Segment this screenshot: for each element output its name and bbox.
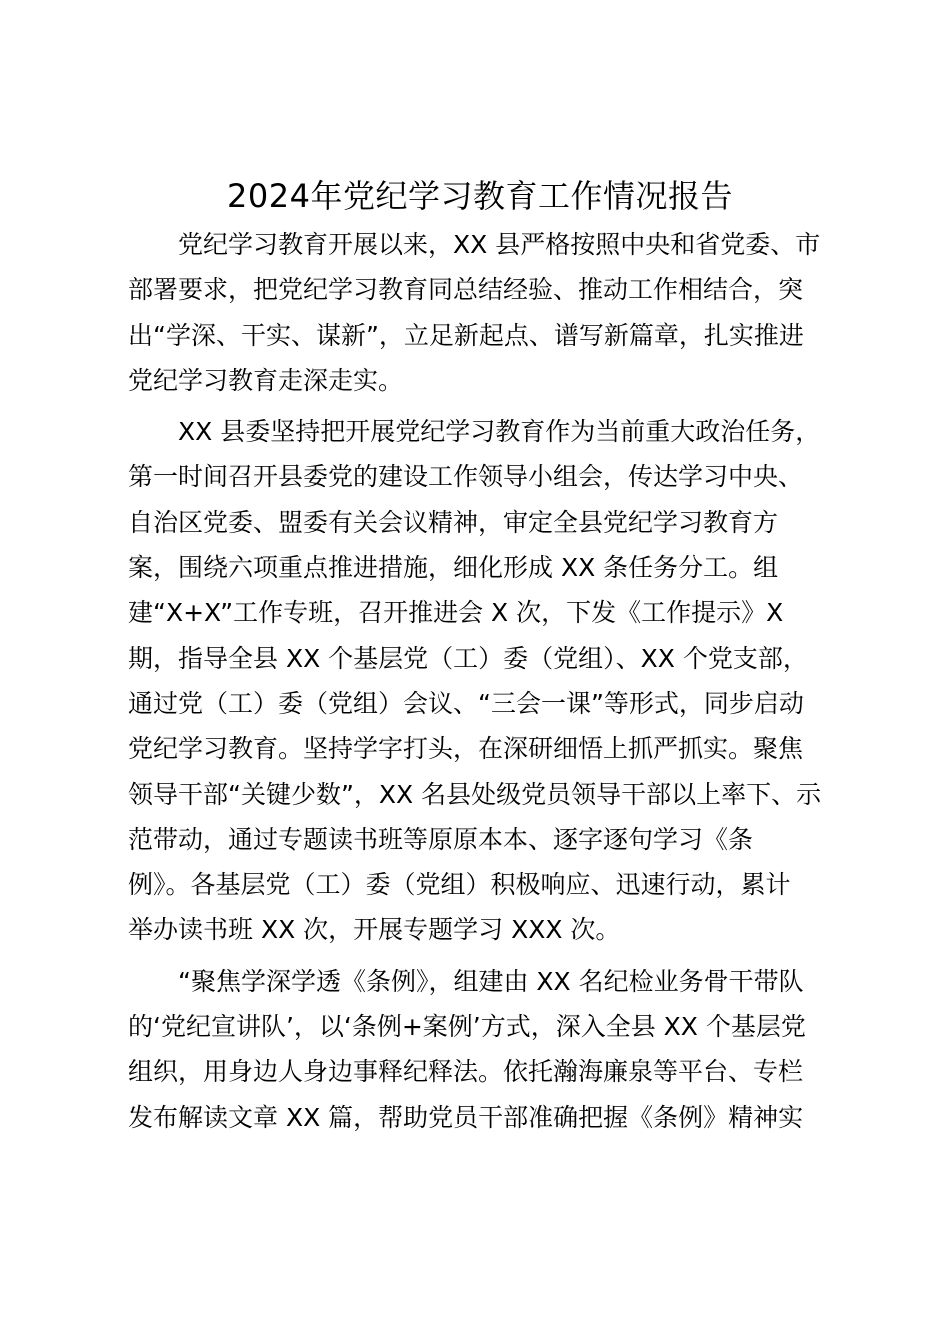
paragraph-line: 党纪学习教育走深走实。 <box>128 365 404 395</box>
paragraph-line: “聚焦学深学透《条例》，组建由 XX 名纪检业务骨干带队 <box>178 966 804 996</box>
paragraph-line: 自治区党委、盟委有关会议精神，审定全县党纪学习教育方 <box>128 507 779 537</box>
paragraph-line: 的‘党纪宣讲队’，以‘条例+案例’方式，深入全县 XX 个基层党 <box>128 1012 806 1042</box>
paragraph-line: 建“X+X”工作专班，召开推进会 X 次，下发《工作提示》X <box>128 598 784 628</box>
paragraph-line: XX 县委坚持把开展党纪学习教育作为当前重大政治任务， <box>178 417 821 447</box>
paragraph-2 <box>128 409 838 953</box>
paragraph-line: 党纪学习教育开展以来，XX 县严格按照中央和省党委、市 <box>178 230 821 259</box>
paragraph-line: 发布解读文章 XX 篇，帮助党员干部准确把握《条例》精神实 <box>128 1102 804 1132</box>
document-title: 2024年党纪学习教育工作情况报告 <box>227 177 733 215</box>
paragraph-line: 案，围绕六项重点推进措施，细化形成 XX 条任务分工。组 <box>128 553 779 583</box>
paragraph-line: 举办读书班 XX 次，开展专题学习 XXX 次。 <box>128 915 621 945</box>
paragraph-line: 部署要求，把党纪学习教育同总结经验、推动工作相结合，突 <box>128 275 804 305</box>
paragraph-line: 出“学深、干实、谋新”，立足新起点、谱写新篇章，扎实推进 <box>128 320 804 350</box>
paragraph-1 <box>128 222 838 403</box>
paragraph-line: 组织，用身边人身边事释纪释法。依托瀚海廉泉等平台、专栏 <box>128 1057 804 1087</box>
paragraph-line: 范带动，通过专题读书班等原原本本、逐字逐句学习《条 <box>128 824 754 854</box>
paragraph-line: 期，指导全县 XX 个基层党（工）委（党组）、XX 个党支部， <box>128 643 808 673</box>
paragraph-line: 例》。各基层党（工）委（党组）积极响应、迅速行动，累计 <box>128 870 791 900</box>
paragraph-3 <box>128 959 838 1140</box>
document-body <box>128 222 838 1146</box>
paragraph-line: 第一时间召开县委党的建设工作领导小组会，传达学习中央、 <box>128 462 804 492</box>
paragraph-line: 领导干部“关键少数”，XX 名县处级党员领导干部以上率下、示 <box>128 779 822 809</box>
paragraph-line: 通过党（工）委（党组）会议、“三会一课”等形式，同步启动 <box>128 688 804 718</box>
paragraph-line: 党纪学习教育。坚持学字打头，在深研细悟上抓严抓实。聚焦 <box>128 734 804 764</box>
